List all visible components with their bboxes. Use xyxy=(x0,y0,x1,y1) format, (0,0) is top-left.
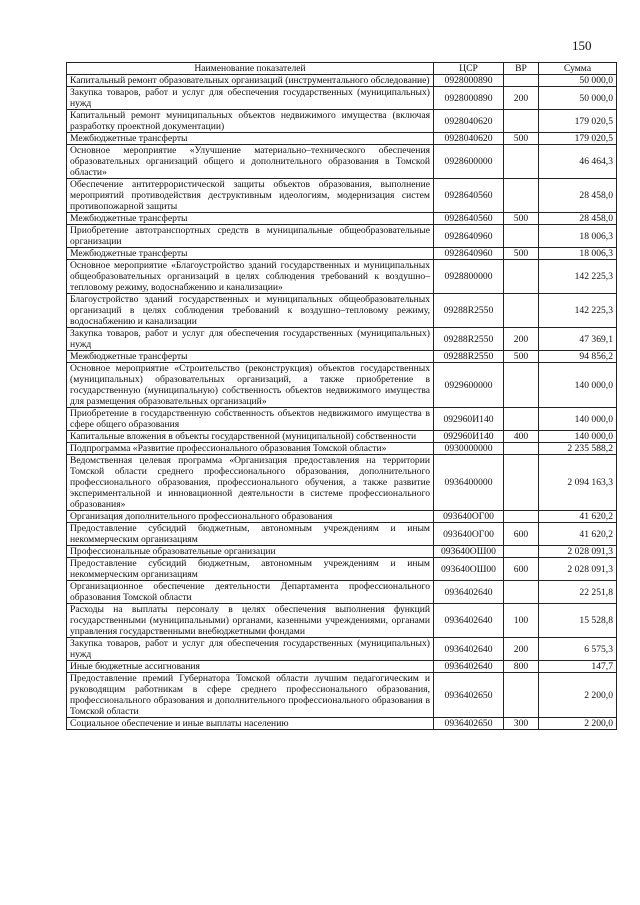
row-csr-cell: 0928640560 xyxy=(434,213,504,225)
table-row xyxy=(67,408,617,431)
table-row xyxy=(67,661,617,673)
row-vr-cell xyxy=(504,546,539,558)
row-sum-cell: 41 620,2 xyxy=(539,523,617,546)
table-row xyxy=(67,546,617,558)
row-csr-cell: 093640ОШ00 xyxy=(434,558,504,581)
row-sum-cell: 2 200,0 xyxy=(539,673,617,718)
row-sum-cell: 6 575,3 xyxy=(539,638,617,661)
header-csr: ЦСР xyxy=(434,63,504,75)
row-vr-cell xyxy=(504,363,539,408)
row-name-cell: Основное мероприятие «Благоустройство зданий государственных и муниципальных общеобразовательных организаций в целях соблюдения требований к воздушно–тепловому режиму, водоснабжению и канализации» xyxy=(67,260,434,294)
row-sum-cell: 179 020,5 xyxy=(539,110,617,133)
row-csr-cell: 092960И140 xyxy=(434,408,504,431)
row-sum-cell: 46 464,3 xyxy=(539,145,617,179)
row-csr-cell: 0928600000 xyxy=(434,145,504,179)
row-name-cell: Расходы на выплаты персоналу в целях обеспечения выполнения функций государственными (муниципальными) органами, казенными учреждениями, органами управления государственными внебюджетными фондами xyxy=(67,604,434,638)
row-sum-cell: 140 000,0 xyxy=(539,363,617,408)
row-vr-cell: 400 xyxy=(504,431,539,443)
row-name-cell: Социальное обеспечение и иные выплаты населению xyxy=(67,718,434,730)
table-row xyxy=(67,511,617,523)
row-vr-cell xyxy=(504,673,539,718)
row-name-cell: Основное мероприятие «Улучшение материально–технического обеспечения образовательных организаций общего и дополнительного образования в Томской области» xyxy=(67,145,434,179)
row-name-cell: Закупка товаров, работ и услуг для обеспечения государственных (муниципальных) нужд xyxy=(67,87,434,110)
row-csr-cell: 092960И140 xyxy=(434,431,504,443)
row-sum-cell: 142 225,3 xyxy=(539,294,617,328)
row-csr-cell: 0936400000 xyxy=(434,455,504,511)
row-sum-cell: 18 006,3 xyxy=(539,248,617,260)
row-vr-cell: 500 xyxy=(504,213,539,225)
row-csr-cell: 09288R2550 xyxy=(434,328,504,351)
row-csr-cell: 093640ОГ00 xyxy=(434,511,504,523)
table-row xyxy=(67,294,617,328)
row-vr-cell xyxy=(504,581,539,604)
header-sum: Сумма xyxy=(539,63,617,75)
row-csr-cell: 0928000890 xyxy=(434,75,504,87)
table-row xyxy=(67,110,617,133)
table-row xyxy=(67,248,617,260)
row-vr-cell: 500 xyxy=(504,351,539,363)
table-row xyxy=(67,431,617,443)
row-sum-cell: 28 458,0 xyxy=(539,213,617,225)
row-sum-cell: 41 620,2 xyxy=(539,511,617,523)
row-vr-cell xyxy=(504,110,539,133)
header-vr: ВР xyxy=(504,63,539,75)
row-vr-cell: 100 xyxy=(504,604,539,638)
row-csr-cell: 0936402640 xyxy=(434,661,504,673)
row-name-cell: Подпрограмма «Развитие профессионального образования Томской области» xyxy=(67,443,434,455)
row-name-cell: Закупка товаров, работ и услуг для обеспечения государственных (муниципальных) нужд xyxy=(67,328,434,351)
row-csr-cell: 0936402640 xyxy=(434,604,504,638)
row-vr-cell: 200 xyxy=(504,638,539,661)
row-csr-cell: 0928640960 xyxy=(434,248,504,260)
row-csr-cell: 0929600000 xyxy=(434,363,504,408)
table-row xyxy=(67,328,617,351)
row-csr-cell: 0936402650 xyxy=(434,673,504,718)
row-sum-cell: 28 458,0 xyxy=(539,179,617,213)
row-vr-cell: 300 xyxy=(504,718,539,730)
row-vr-cell xyxy=(504,75,539,87)
row-name-cell: Благоустройство зданий государственных и муниципальных общеобразовательных организаций в целях соблюдения требований к воздушно–тепловому режиму, водоснабжению и канализации xyxy=(67,294,434,328)
table-row xyxy=(67,604,617,638)
table-row xyxy=(67,133,617,145)
row-name-cell: Предоставление субсидий бюджетным, автономным учреждениям и иным некоммерческим организациям xyxy=(67,558,434,581)
table-header-row xyxy=(67,63,617,75)
row-sum-cell: 94 856,2 xyxy=(539,351,617,363)
table-row xyxy=(67,179,617,213)
row-csr-cell: 093640ОШ00 xyxy=(434,546,504,558)
row-vr-cell xyxy=(504,408,539,431)
table-row xyxy=(67,443,617,455)
row-sum-cell: 2 200,0 xyxy=(539,718,617,730)
row-csr-cell: 093640ОГ00 xyxy=(434,523,504,546)
row-sum-cell: 142 225,3 xyxy=(539,260,617,294)
row-sum-cell: 15 528,8 xyxy=(539,604,617,638)
table-row xyxy=(67,558,617,581)
table-row xyxy=(67,363,617,408)
row-vr-cell xyxy=(504,260,539,294)
row-name-cell: Капитальный ремонт образовательных организаций (инструментального обследование) xyxy=(67,75,434,87)
row-name-cell: Межбюджетные трансферты xyxy=(67,351,434,363)
table-row xyxy=(67,673,617,718)
row-name-cell: Организация дополнительного профессионального образования xyxy=(67,511,434,523)
row-sum-cell: 50 000,0 xyxy=(539,87,617,110)
table-row xyxy=(67,351,617,363)
row-csr-cell: 0928640960 xyxy=(434,225,504,248)
row-name-cell: Приобретение в государственную собственность объектов недвижимого имущества в сфере общего образования xyxy=(67,408,434,431)
row-vr-cell: 600 xyxy=(504,523,539,546)
row-name-cell: Предоставление премий Губернатора Томской области лучшим педагогическим и руководящим работникам в сфере среднего профессионального образования, профессионального образования и дополнительного профессионального образования в Томской области xyxy=(67,673,434,718)
row-csr-cell: 09288R2550 xyxy=(434,294,504,328)
row-vr-cell: 500 xyxy=(504,248,539,260)
row-csr-cell: 09288R2550 xyxy=(434,351,504,363)
row-vr-cell xyxy=(504,443,539,455)
table-row xyxy=(67,225,617,248)
row-vr-cell xyxy=(504,179,539,213)
row-name-cell: Предоставление субсидий бюджетным, автономным учреждениям и иным некоммерческим организациям xyxy=(67,523,434,546)
row-name-cell: Межбюджетные трансферты xyxy=(67,248,434,260)
table-row xyxy=(67,455,617,511)
row-sum-cell: 2 028 091,3 xyxy=(539,558,617,581)
table-row xyxy=(67,87,617,110)
row-vr-cell: 500 xyxy=(504,133,539,145)
row-sum-cell: 140 000,0 xyxy=(539,431,617,443)
row-csr-cell: 0928040620 xyxy=(434,133,504,145)
row-sum-cell: 18 006,3 xyxy=(539,225,617,248)
row-vr-cell: 600 xyxy=(504,558,539,581)
row-vr-cell xyxy=(504,511,539,523)
row-sum-cell: 47 369,1 xyxy=(539,328,617,351)
row-csr-cell: 0936402650 xyxy=(434,718,504,730)
page-number: 150 xyxy=(572,38,592,53)
budget-table xyxy=(66,62,617,730)
row-csr-cell: 0936402640 xyxy=(434,638,504,661)
row-vr-cell xyxy=(504,225,539,248)
row-name-cell: Капитальные вложения в объекты государственной (муниципальной) собственности xyxy=(67,431,434,443)
row-csr-cell: 0928640560 xyxy=(434,179,504,213)
row-name-cell: Профессиональные образовательные организации xyxy=(67,546,434,558)
row-csr-cell: 0928000890 xyxy=(434,87,504,110)
row-name-cell: Капитальный ремонт муниципальных объектов недвижимого имущества (включая разработку проектной документации) xyxy=(67,110,434,133)
row-name-cell: Основное мероприятие «Строительство (реконструкция) объектов государственных (муниципальных) образовательных организаций, а также приобретение в государственную (муниципальную) собственность объектов недвижимого имущества для размещения образовательных организаций» xyxy=(67,363,434,408)
row-csr-cell: 0928800000 xyxy=(434,260,504,294)
table-row xyxy=(67,523,617,546)
row-name-cell: Межбюджетные трансферты xyxy=(67,133,434,145)
row-name-cell: Обеспечение антитеррористической защиты объектов образования, выполнение мероприятий противодействия деструктивным идеологиям, модернизация систем противопожарной защиты xyxy=(67,179,434,213)
row-name-cell: Ведомственная целевая программа «Организация предоставления на территории Томской области среднего профессионального образования, дополнительного профессионального образования, профессионального обучения, а также развитие экспериментальной и инновационной деятельности в системе профессионального образования» xyxy=(67,455,434,511)
row-name-cell: Организационное обеспечение деятельности Департамента профессионального образования Томской области xyxy=(67,581,434,604)
header-name: Наименование показателей xyxy=(67,63,434,75)
row-vr-cell: 200 xyxy=(504,328,539,351)
row-vr-cell: 800 xyxy=(504,661,539,673)
row-sum-cell: 22 251,8 xyxy=(539,581,617,604)
row-vr-cell xyxy=(504,145,539,179)
row-name-cell: Иные бюджетные ассигнования xyxy=(67,661,434,673)
row-vr-cell xyxy=(504,455,539,511)
row-sum-cell: 147,7 xyxy=(539,661,617,673)
row-sum-cell: 140 000,0 xyxy=(539,408,617,431)
table-row xyxy=(67,75,617,87)
table-row xyxy=(67,718,617,730)
row-csr-cell: 0930000000 xyxy=(434,443,504,455)
row-name-cell: Приобретение автотранспортных средств в муниципальные общеобразовательные организации xyxy=(67,225,434,248)
row-sum-cell: 179 020,5 xyxy=(539,133,617,145)
table-row xyxy=(67,145,617,179)
row-name-cell: Межбюджетные трансферты xyxy=(67,213,434,225)
row-sum-cell: 2 094 163,3 xyxy=(539,455,617,511)
row-csr-cell: 0936402640 xyxy=(434,581,504,604)
table-row xyxy=(67,260,617,294)
row-vr-cell: 200 xyxy=(504,87,539,110)
row-sum-cell: 2 235 588,2 xyxy=(539,443,617,455)
row-sum-cell: 50 000,0 xyxy=(539,75,617,87)
row-csr-cell: 0928040620 xyxy=(434,110,504,133)
table-row xyxy=(67,581,617,604)
table-row xyxy=(67,213,617,225)
row-name-cell: Закупка товаров, работ и услуг для обеспечения государственных (муниципальных) нужд xyxy=(67,638,434,661)
row-vr-cell xyxy=(504,294,539,328)
row-sum-cell: 2 028 091,3 xyxy=(539,546,617,558)
table-row xyxy=(67,638,617,661)
